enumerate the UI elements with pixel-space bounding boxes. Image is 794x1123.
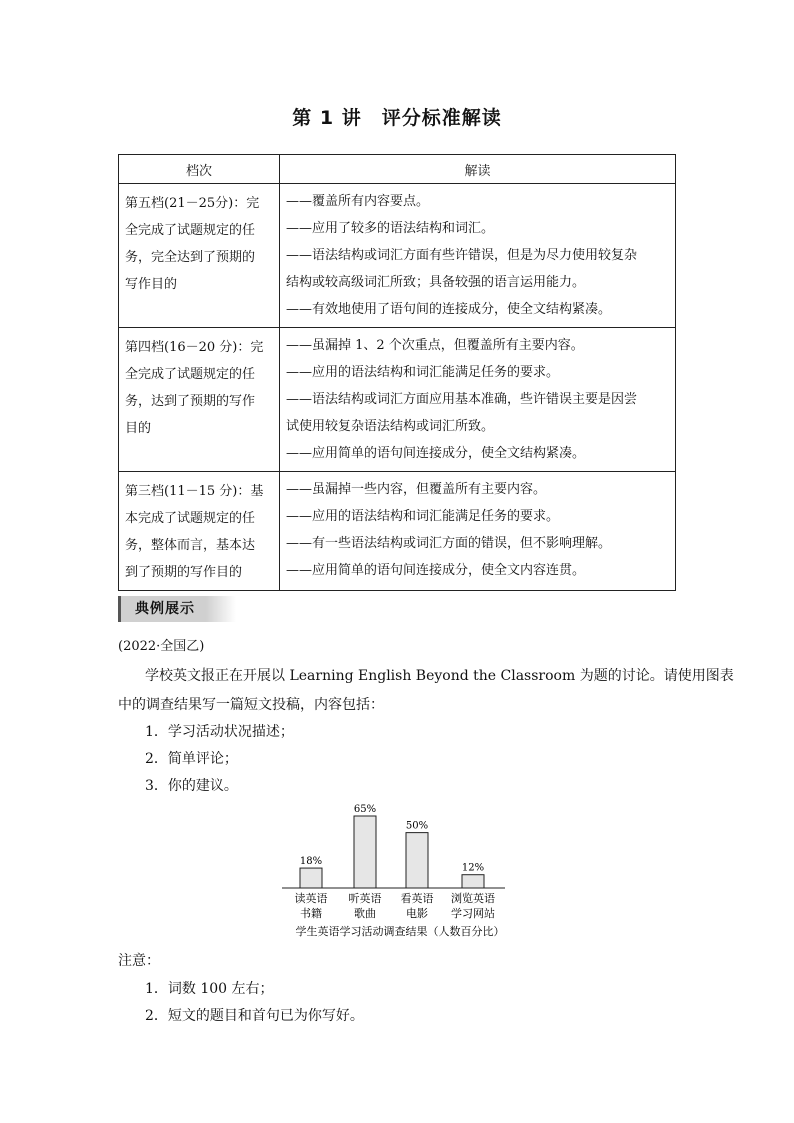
criterion-item: ——应用简单的语句间连接成分，使全文结构紧凑。 xyxy=(286,446,586,461)
criterion-item: 结构或较高级词汇所致；具备较强的语言运用能力。 xyxy=(286,275,586,290)
band-text: 务，完全达到了预期的 xyxy=(125,250,256,265)
criterion-item: ——有一些语法结构或词汇方面的错误，但不影响理解。 xyxy=(286,536,612,551)
interpretation-cell xyxy=(280,328,676,472)
chart-bar xyxy=(462,875,484,888)
chart-bar xyxy=(300,868,322,888)
section-tag: 典例展示 xyxy=(118,596,209,622)
chart-value-label: 12% xyxy=(461,862,485,874)
note-item: 2．短文的题目和首句已为你写好。 xyxy=(145,1008,364,1024)
chart-value-label: 18% xyxy=(299,856,323,868)
criterion-item: ——应用简单的语句间连接成分，使全文内容连贯。 xyxy=(286,563,586,578)
band-cell xyxy=(119,184,280,328)
section-tag-fade xyxy=(206,596,236,622)
band-cell xyxy=(119,472,280,591)
note-item: 1．词数 100 左右； xyxy=(145,981,274,997)
criterion-item: ——覆盖所有内容要点。 xyxy=(286,194,430,209)
table-row xyxy=(119,472,676,591)
interpretation-cell xyxy=(280,472,676,591)
band-text: 目的 xyxy=(125,421,152,436)
band-text: 本完成了试题规定的任 xyxy=(125,511,256,526)
table-row xyxy=(119,328,676,472)
chart-value-label: 50% xyxy=(405,820,429,832)
band-text: 第三档(11－15 分)：基 xyxy=(125,484,264,499)
table-header-row xyxy=(119,155,676,184)
criterion-item: ——应用了较多的语法结构和词汇。 xyxy=(286,221,495,236)
chart-bar xyxy=(354,816,376,888)
chart-value-label: 65% xyxy=(353,804,377,815)
survey-bar-chart xyxy=(270,797,530,945)
band-text: 务，整体而言，基本达 xyxy=(125,538,256,553)
chart-category-label: 浏览英语 xyxy=(451,892,495,905)
criterion-item: ——应用的语法结构和词汇能满足任务的要求。 xyxy=(286,365,560,380)
prompt-line: 中的调查结果写一篇短文投稿，内容包括： xyxy=(118,697,384,713)
criterion-item: 试使用较复杂语法结构或词汇所致。 xyxy=(286,419,495,434)
source-label: (2022·全国乙) xyxy=(118,639,205,654)
scoring-table xyxy=(118,154,676,591)
chart-category-label: 电影 xyxy=(406,907,428,920)
chart-category-label: 看英语 xyxy=(400,892,434,905)
chart-category-label: 歌曲 xyxy=(354,907,376,920)
criterion-item: ——虽漏掉 1、2 个次重点，但覆盖所有主要内容。 xyxy=(286,338,584,353)
chart-category-label: 读英语 xyxy=(294,892,328,905)
chart-bar xyxy=(406,833,428,888)
page-title: 第 1 讲 评分标准解读 xyxy=(292,107,502,129)
band-text: 到了预期的写作目的 xyxy=(125,565,243,580)
criterion-item: ——应用的语法结构和词汇能满足任务的要求。 xyxy=(286,509,560,524)
requirement-item: 1．学习活动状况描述； xyxy=(145,724,294,740)
notes-label: 注意： xyxy=(118,953,160,969)
band-text: 写作目的 xyxy=(125,277,178,292)
band-text: 第五档(21－25分)：完 xyxy=(125,196,260,211)
requirement-item: 3．你的建议。 xyxy=(145,778,238,794)
criterion-item: ——语法结构或词汇方面应用基本准确，些许错误主要是因尝 xyxy=(286,392,638,407)
header-interpretation: 解读 xyxy=(280,155,676,184)
band-cell xyxy=(119,328,280,472)
band-text: 第四档(16－20 分)：完 xyxy=(125,340,264,355)
band-text: 全完成了试题规定的任 xyxy=(125,223,256,238)
criterion-item: ——虽漏掉一些内容，但覆盖所有主要内容。 xyxy=(286,482,547,497)
band-text: 全完成了试题规定的任 xyxy=(125,367,256,382)
interpretation-cell xyxy=(280,184,676,328)
requirement-item: 2．简单评论； xyxy=(145,751,238,767)
header-band: 档次 xyxy=(119,155,280,184)
chart-category-label: 听英语 xyxy=(348,892,382,905)
chart-category-label: 学习网站 xyxy=(451,907,495,920)
criterion-item: ——有效地使用了语句间的连接成分，使全文结构紧凑。 xyxy=(286,302,612,317)
prompt-line: 学校英文报正在开展以 Learning English Beyond the Classroom 为题的讨论。请使用图表 xyxy=(145,668,734,684)
chart-category-label: 书籍 xyxy=(300,907,322,920)
criterion-item: ——语法结构或词汇方面有些许错误，但是为尽力使用较复杂 xyxy=(286,248,638,263)
table-row xyxy=(119,184,676,328)
chart-title: 学生英语学习活动调查结果（人数百分比） xyxy=(295,925,505,938)
band-text: 务，达到了预期的写作 xyxy=(125,394,256,409)
